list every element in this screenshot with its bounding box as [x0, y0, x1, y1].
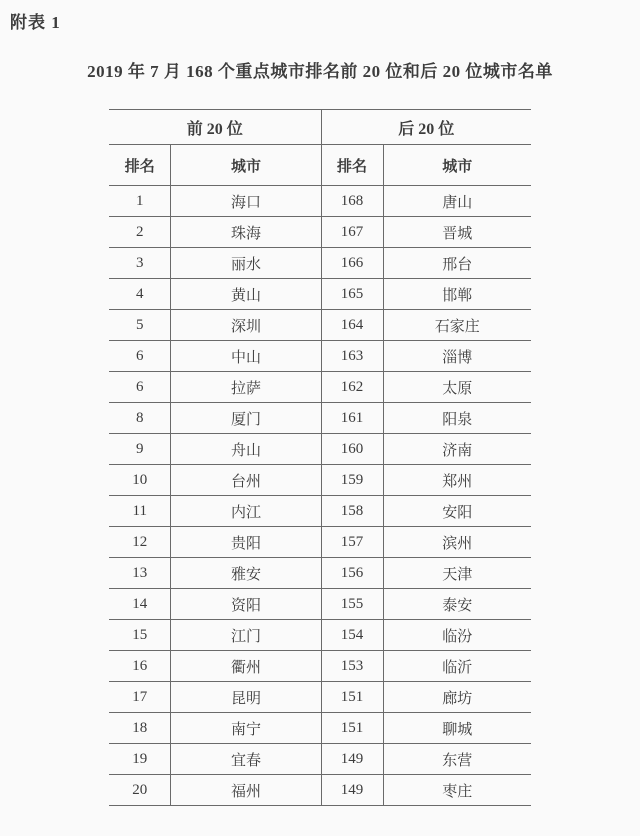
- city-front-cell: 雅安: [171, 558, 321, 589]
- rank-back-cell: 160: [321, 434, 383, 465]
- rank-back-cell: 154: [321, 620, 383, 651]
- rank-front-cell: 4: [109, 279, 171, 310]
- rank-front-cell: 6: [109, 372, 171, 403]
- table-row: [109, 527, 531, 558]
- rank-front-cell: 11: [109, 496, 171, 527]
- table-body: [109, 186, 531, 806]
- city-back-cell: 临沂: [383, 651, 531, 682]
- rank-back-cell: 166: [321, 248, 383, 279]
- rank-back-cell: 159: [321, 465, 383, 496]
- rank-front-cell: 1: [109, 186, 171, 217]
- city-front-cell: 中山: [171, 341, 321, 372]
- rank-front-cell: 10: [109, 465, 171, 496]
- city-front-cell: 厦门: [171, 403, 321, 434]
- city-ranking-table: [109, 109, 531, 806]
- table-row: [109, 372, 531, 403]
- table-row: [109, 496, 531, 527]
- rank-front-cell: 5: [109, 310, 171, 341]
- rank-back-cell: 151: [321, 713, 383, 744]
- city-front-cell: 南宁: [171, 713, 321, 744]
- city-front-cell: 衢州: [171, 651, 321, 682]
- rank-back-cell: 156: [321, 558, 383, 589]
- city-back-cell: 太原: [383, 372, 531, 403]
- rank-front-cell: 13: [109, 558, 171, 589]
- table-row: [109, 434, 531, 465]
- table-row: [109, 465, 531, 496]
- group-header-back20: 后 20 位: [321, 110, 531, 145]
- rank-front-cell: 16: [109, 651, 171, 682]
- group-header-row: [109, 110, 531, 145]
- rank-back-cell: 151: [321, 682, 383, 713]
- city-back-cell: 滨州: [383, 527, 531, 558]
- column-header-city-front: 城市: [171, 145, 321, 186]
- table-row: [109, 775, 531, 806]
- city-front-cell: 江门: [171, 620, 321, 651]
- city-back-cell: 泰安: [383, 589, 531, 620]
- city-front-cell: 福州: [171, 775, 321, 806]
- rank-back-cell: 165: [321, 279, 383, 310]
- rank-front-cell: 17: [109, 682, 171, 713]
- table-row: [109, 279, 531, 310]
- group-header-front20: 前 20 位: [109, 110, 321, 145]
- table-row: [109, 186, 531, 217]
- rank-front-cell: 15: [109, 620, 171, 651]
- table-row: [109, 651, 531, 682]
- table-row: [109, 589, 531, 620]
- column-header-rank-back: 排名: [321, 145, 383, 186]
- city-back-cell: 济南: [383, 434, 531, 465]
- city-front-cell: 珠海: [171, 217, 321, 248]
- city-front-cell: 昆明: [171, 682, 321, 713]
- city-back-cell: 淄博: [383, 341, 531, 372]
- table-row: [109, 341, 531, 372]
- table-row: [109, 713, 531, 744]
- city-front-cell: 深圳: [171, 310, 321, 341]
- city-back-cell: 石家庄: [383, 310, 531, 341]
- rank-front-cell: 12: [109, 527, 171, 558]
- rank-back-cell: 163: [321, 341, 383, 372]
- rank-front-cell: 14: [109, 589, 171, 620]
- rank-front-cell: 20: [109, 775, 171, 806]
- city-back-cell: 郑州: [383, 465, 531, 496]
- rank-front-cell: 18: [109, 713, 171, 744]
- city-front-cell: 台州: [171, 465, 321, 496]
- table-row: [109, 620, 531, 651]
- appendix-label: 附表 1: [10, 13, 61, 32]
- city-front-cell: 海口: [171, 186, 321, 217]
- city-back-cell: 邯郸: [383, 279, 531, 310]
- city-back-cell: 聊城: [383, 713, 531, 744]
- rank-back-cell: 168: [321, 186, 383, 217]
- rank-front-cell: 9: [109, 434, 171, 465]
- city-front-cell: 舟山: [171, 434, 321, 465]
- rank-back-cell: 164: [321, 310, 383, 341]
- table-row: [109, 248, 531, 279]
- city-back-cell: 临汾: [383, 620, 531, 651]
- rank-back-cell: 149: [321, 775, 383, 806]
- table-row: [109, 682, 531, 713]
- document-title: 2019 年 7 月 168 个重点城市排名前 20 位和后 20 位城市名单: [87, 62, 553, 81]
- rank-back-cell: 167: [321, 217, 383, 248]
- city-front-cell: 贵阳: [171, 527, 321, 558]
- rank-front-cell: 2: [109, 217, 171, 248]
- rank-back-cell: 153: [321, 651, 383, 682]
- rank-front-cell: 6: [109, 341, 171, 372]
- city-front-cell: 丽水: [171, 248, 321, 279]
- city-back-cell: 天津: [383, 558, 531, 589]
- city-back-cell: 安阳: [383, 496, 531, 527]
- rank-back-cell: 158: [321, 496, 383, 527]
- city-back-cell: 东营: [383, 744, 531, 775]
- rank-back-cell: 161: [321, 403, 383, 434]
- rank-back-cell: 157: [321, 527, 383, 558]
- city-front-cell: 内江: [171, 496, 321, 527]
- table-row: [109, 558, 531, 589]
- rank-front-cell: 8: [109, 403, 171, 434]
- city-back-cell: 晋城: [383, 217, 531, 248]
- city-back-cell: 枣庄: [383, 775, 531, 806]
- table-row: [109, 217, 531, 248]
- column-header-rank-front: 排名: [109, 145, 171, 186]
- city-back-cell: 唐山: [383, 186, 531, 217]
- rank-back-cell: 155: [321, 589, 383, 620]
- city-front-cell: 资阳: [171, 589, 321, 620]
- city-back-cell: 邢台: [383, 248, 531, 279]
- rank-back-cell: 162: [321, 372, 383, 403]
- rank-back-cell: 149: [321, 744, 383, 775]
- city-back-cell: 廊坊: [383, 682, 531, 713]
- table-row: [109, 744, 531, 775]
- city-front-cell: 黄山: [171, 279, 321, 310]
- rank-front-cell: 19: [109, 744, 171, 775]
- table-row: [109, 403, 531, 434]
- city-back-cell: 阳泉: [383, 403, 531, 434]
- city-front-cell: 拉萨: [171, 372, 321, 403]
- column-header-city-back: 城市: [383, 145, 531, 186]
- rank-front-cell: 3: [109, 248, 171, 279]
- column-header-row: [109, 145, 531, 186]
- city-front-cell: 宜春: [171, 744, 321, 775]
- table-row: [109, 310, 531, 341]
